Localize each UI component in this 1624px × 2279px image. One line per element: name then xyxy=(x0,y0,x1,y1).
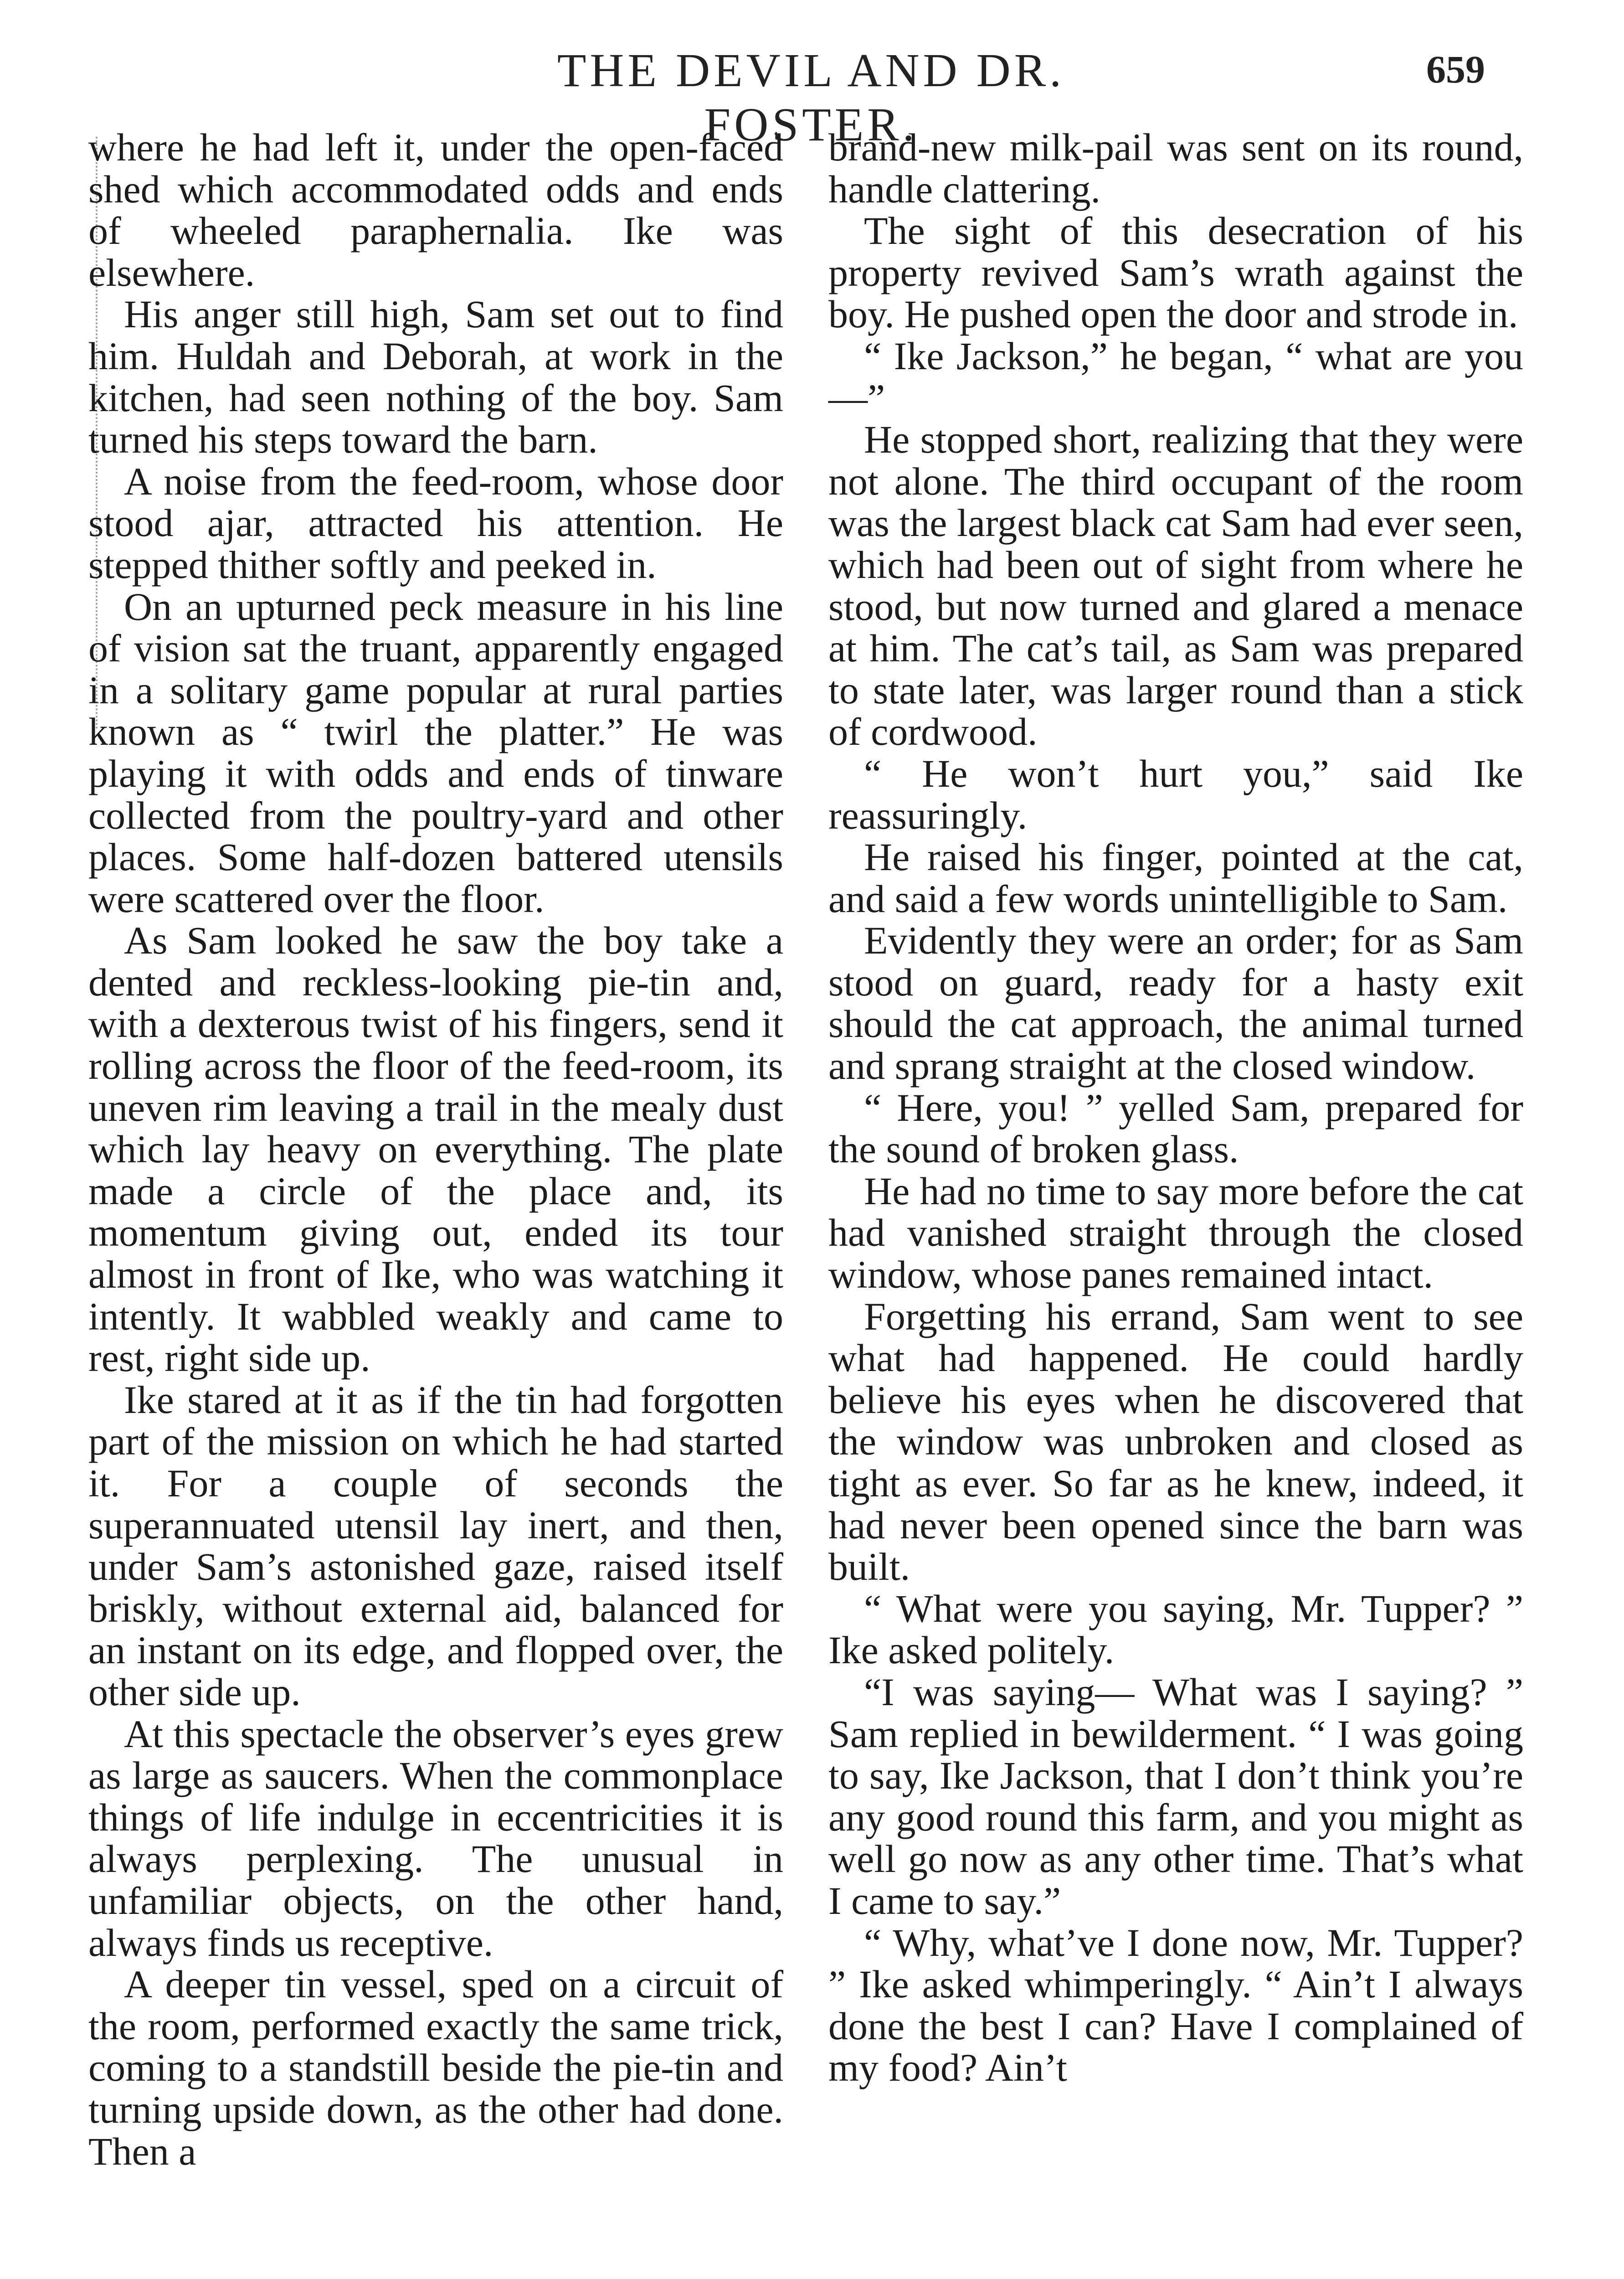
paragraph: “ He won’t hurt you,” said Ike reassuringly. xyxy=(828,751,1523,837)
paragraph: Forgetting his errand, Sam went to see what had happened. He could hardly believe his eyes when he discovered that the window was unbroken and closed as tight as ever. So far as he knew, indeed, it had never been opened since the barn was built. xyxy=(828,1294,1523,1589)
paragraph: He raised his finger, pointed at the cat, and said a few words unintelligible to Sam. xyxy=(828,835,1523,921)
paragraph: A deeper tin vessel, sped on a circuit of the room, performed exactly the same trick, coming to a standstill beside the pie-tin and turning upside down, as the other had done. Then a xyxy=(88,1962,783,2173)
paragraph: Ike stared at it as if the tin had forgotten part of the mission on which he had started it. For a couple of seconds the superannuated utensil lay inert, and then, under Sam’s astonished gaze, raised itself briskly, without external aid, balanced for an instant on its edge, and flopped over, the other side up. xyxy=(88,1377,783,1714)
right-text-column xyxy=(828,127,1523,2279)
paragraph: He stopped short, realizing that they were not alone. The third occupant of the room was the largest black cat Sam had ever seen, which had been out of sight from where he stood, but now turned and glared a menace at him. The cat’s tail, as Sam was prepared to state later, was larger round than a stick of cordwood. xyxy=(828,418,1523,754)
paragraph: “ Why, what’ve I done now, Mr. Tupper? ” Ike asked whimperingly. “ Ain’t I always done the best I can? Have I complained of my food? Ain’t xyxy=(828,1920,1523,2090)
paragraph: Evidently they were an order; for as Sam stood on guard, ready for a hasty exit should the cat approach, the animal turned and sprang straight at the closed window. xyxy=(828,918,1523,1088)
paragraph: On an upturned peck measure in his line of vision sat the truant, apparently engaged in a solitary game popular at rural parties known as “ twirl the platter.” He was playing it with odds and ends of tinware collected from the poultry-yard and other places. Some half-dozen battered utensils were scattered over the floor. xyxy=(88,584,783,921)
paragraph: “ Here, you! ” yelled Sam, prepared for the sound of broken glass. xyxy=(828,1085,1523,1171)
paragraph: where he had left it, under the open-faced shed which accommodated odds and ends of wheeled paraphernalia. Ike was elsewhere. xyxy=(88,125,783,294)
paragraph: “ Ike Jackson,” he began, “ what are you—” xyxy=(828,334,1523,420)
paragraph: “I was saying— What was I saying? ” Sam replied in bewilderment. “ I was going to say, Ike Jackson, that I don’t think you’re any good round this farm, and you might as well go now as any other time. That’s what I came to say.” xyxy=(828,1670,1523,1923)
paragraph: He had no time to say more before the cat had vanished straight through the closed window, whose panes remained intact. xyxy=(828,1169,1523,1297)
paragraph: The sight of this desecration of his property revived Sam’s wrath against the boy. He pushed open the door and strode in. xyxy=(828,209,1523,336)
page-number: 659 xyxy=(1426,47,1485,91)
paragraph: As Sam looked he saw the boy take a dented and reckless-looking pie-tin and, with a dexterous twist of his fingers, send it rolling across the floor of the feed-room, its uneven rim leaving a trail in the mealy dust which lay heavy on everything. The plate made a circle of the place and, its momentum giving out, ended its tour almost in front of Ike, who was watching it intently. It wabbled weakly and came to rest, right side up. xyxy=(88,918,783,1380)
paragraph: At this spectacle the observer’s eyes grew as large as saucers. When the commonplace things of life indulge in eccentricities it is always perplexing. The unusual in unfamiliar objects, on the other hand, always finds us receptive. xyxy=(88,1712,783,1964)
paragraph: His anger still high, Sam set out to find him. Huldah and Deborah, at work in the kitchen, had seen nothing of the boy. Sam turned his steps toward the barn. xyxy=(88,292,783,462)
paragraph: brand-new milk-pail was sent on its round, handle clattering. xyxy=(828,125,1523,211)
left-text-column xyxy=(88,127,783,2279)
paragraph: A noise from the feed-room, whose door stood ajar, attracted his attention. He stepped thither softly and peeked in. xyxy=(88,459,783,587)
page-header xyxy=(0,0,1624,151)
paragraph: “ What were you saying, Mr. Tupper? ” Ike asked politely. xyxy=(828,1586,1523,1672)
running-title: THE DEVIL AND DR. FOSTER. xyxy=(557,44,1065,151)
